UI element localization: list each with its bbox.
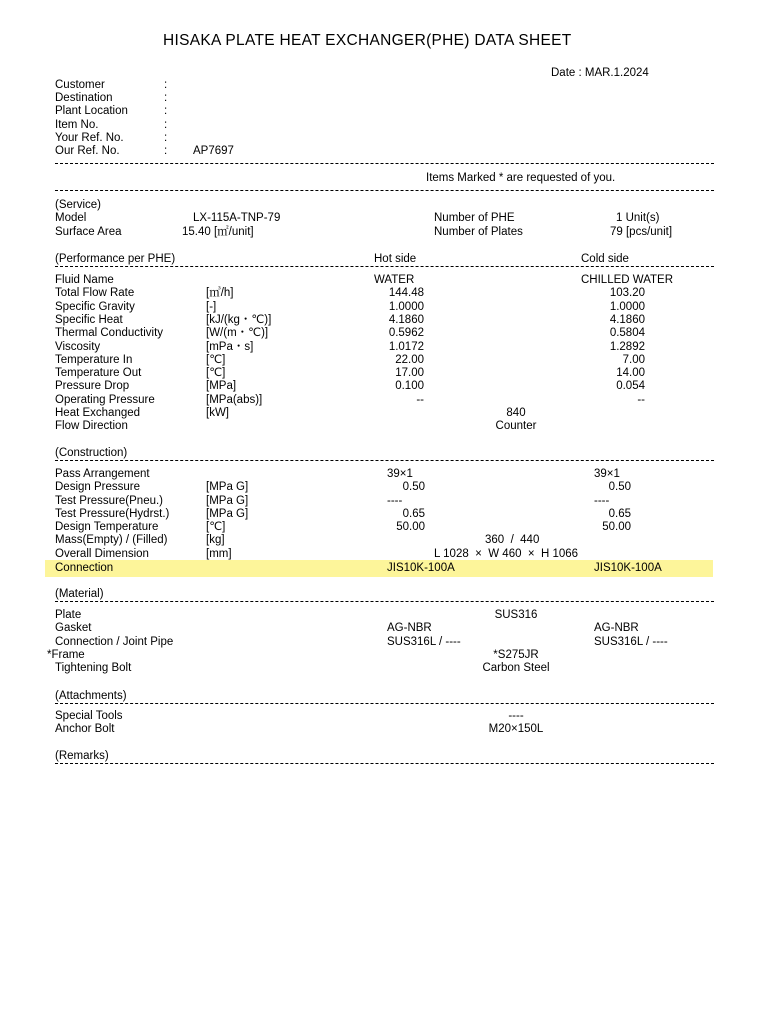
row-cold-value: 0.054: [616, 380, 645, 393]
model-label: Model: [55, 212, 87, 224]
row-cold-value: 4.1860: [609, 313, 645, 326]
requested-note: Items Marked * are requested of you.: [426, 172, 616, 184]
row-label: Operating Pressure: [55, 393, 155, 406]
row-hot-value: 0.5962: [388, 327, 424, 340]
overall-dimension-value: L 1028 × W 460 × H 1066: [434, 548, 579, 560]
colon: :: [164, 119, 168, 131]
plant-location-label: Plant Location: [55, 105, 128, 117]
plate-value: SUS316: [494, 609, 538, 621]
special-tools-label: Special Tools: [55, 710, 123, 722]
connection-joint-pipe-cold: SUS316L / ----: [594, 636, 668, 648]
colon: :: [164, 79, 168, 91]
row-unit: [kJ/(kg・℃)]: [206, 313, 272, 326]
num-plates-value: 79 [pcs/unit]: [610, 226, 673, 238]
row-label: Pass Arrangement: [55, 468, 150, 480]
connection-label: Connection: [55, 562, 114, 574]
row-unit: [MPa(abs)]: [206, 393, 263, 406]
row-cold-value: 1.0000: [609, 300, 645, 313]
divider: [55, 190, 714, 191]
page-title: HISAKA PLATE HEAT EXCHANGER(PHE) DATA SHEET: [163, 32, 572, 49]
frame-label: *Frame: [47, 649, 85, 661]
cold-side-header: Cold side: [581, 253, 629, 265]
document-date: Date : MAR.1.2024: [551, 67, 649, 79]
customer-label: Customer: [55, 79, 105, 91]
row-unit: [MPa G]: [206, 507, 249, 520]
row-cold-value: CHILLED WATER: [581, 274, 674, 286]
divider: [55, 703, 714, 704]
row-hot-value: 17.00: [395, 367, 424, 380]
row-cold-value: 0.50: [608, 481, 631, 494]
num-phe-value: 1 Unit(s): [616, 212, 660, 224]
row-label: Temperature In: [55, 353, 133, 366]
connection-cold-value: JIS10K-100A: [594, 562, 662, 574]
tightening-bolt-value: Carbon Steel: [482, 662, 550, 674]
row-label: Specific Heat: [55, 313, 123, 326]
row-cold-value: 50.00: [602, 521, 631, 534]
overall-dimension-label: Overall Dimension: [55, 548, 149, 560]
row-unit: [㎥/h]: [206, 287, 234, 300]
surface-area-label: Surface Area: [55, 226, 122, 238]
model-value: LX-115A-TNP-79: [193, 212, 281, 224]
anchor-bolt-value: M20×150L: [488, 723, 544, 735]
row-unit: [W/(m・℃)]: [206, 327, 269, 340]
row-unit: [℃]: [206, 367, 226, 380]
section-heading-attachments: (Attachments): [55, 690, 127, 702]
anchor-bolt-label: Anchor Bolt: [55, 723, 115, 735]
row-label: Pressure Drop: [55, 380, 130, 393]
heat-exchanged-unit: [kW]: [206, 407, 229, 419]
row-unit: [mPa・s]: [206, 340, 254, 353]
row-cold-value: --: [637, 393, 645, 406]
mass-unit: [kg]: [206, 534, 225, 546]
colon: :: [164, 105, 168, 117]
mass-value: 360 / 440: [485, 534, 540, 546]
connection-hot-value: JIS10K-100A: [387, 562, 455, 574]
divider: [55, 763, 714, 764]
connection-joint-pipe-hot: SUS316L / ----: [387, 636, 461, 648]
tightening-bolt-label: Tightening Bolt: [55, 662, 132, 674]
divider: [55, 601, 714, 602]
row-label: Temperature Out: [55, 367, 142, 380]
row-unit: [MPa G]: [206, 494, 249, 507]
num-phe-label: Number of PHE: [434, 212, 515, 224]
row-hot-value: 0.65: [402, 507, 425, 520]
surface-area-value: 15.40 [㎡/unit]: [182, 226, 254, 238]
row-cold-value: ----: [594, 494, 610, 507]
row-label: Design Pressure: [55, 481, 141, 494]
row-hot-value: 22.00: [395, 353, 424, 366]
row-hot-value: WATER: [374, 274, 415, 286]
row-unit: [℃]: [206, 521, 226, 534]
row-cold-value: 0.5804: [609, 327, 645, 340]
row-cold-value: 7.00: [622, 353, 645, 366]
row-cold-value: 0.65: [608, 507, 631, 520]
our-ref-label: Our Ref. No.: [55, 145, 120, 157]
row-label: Viscosity: [55, 340, 101, 353]
row-label: Fluid Name: [55, 274, 114, 286]
row-label: Test Pressure(Pneu.): [55, 494, 164, 507]
row-cold-value: 39×1: [594, 468, 620, 480]
row-hot-value: 0.50: [402, 481, 425, 494]
section-heading-construction: (Construction): [55, 447, 128, 459]
row-unit: [MPa]: [206, 380, 237, 393]
divider: [55, 163, 714, 164]
special-tools-value: ----: [508, 710, 524, 722]
our-ref-value: AP7697: [193, 145, 234, 157]
num-plates-label: Number of Plates: [434, 226, 523, 238]
row-hot-value: 0.100: [395, 380, 424, 393]
row-hot-value: 1.0172: [388, 340, 424, 353]
colon: :: [164, 92, 168, 104]
row-label: Total Flow Rate: [55, 287, 135, 300]
row-hot-value: 4.1860: [388, 313, 424, 326]
row-label: Specific Gravity: [55, 300, 135, 313]
hot-side-header: Hot side: [374, 253, 417, 265]
colon: :: [164, 145, 168, 157]
row-cold-value: 1.2892: [609, 340, 645, 353]
divider: [55, 460, 714, 461]
row-hot-value: ----: [387, 494, 403, 507]
flow-direction-value: Counter: [495, 420, 537, 432]
colon: :: [164, 132, 168, 144]
heat-exchanged-label: Heat Exchanged: [55, 407, 141, 419]
row-unit: [MPa G]: [206, 481, 249, 494]
row-label: Test Pressure(Hydrst.): [55, 507, 170, 520]
section-heading-material: (Material): [55, 588, 104, 600]
heat-exchanged-value: 840: [506, 407, 526, 419]
row-cold-value: 14.00: [616, 367, 645, 380]
overall-dimension-unit: [mm]: [206, 548, 232, 560]
gasket-label: Gasket: [55, 622, 92, 634]
gasket-cold-value: AG-NBR: [594, 622, 639, 634]
destination-label: Destination: [55, 92, 113, 104]
row-hot-value: 1.0000: [388, 300, 424, 313]
section-heading-performance: (Performance per PHE): [55, 253, 176, 265]
connection-joint-pipe-label: Connection / Joint Pipe: [55, 636, 174, 648]
divider: [55, 266, 714, 267]
gasket-hot-value: AG-NBR: [387, 622, 432, 634]
row-unit: [℃]: [206, 353, 226, 366]
row-label: Thermal Conductivity: [55, 327, 164, 340]
row-hot-value: --: [416, 393, 424, 406]
section-heading-remarks: (Remarks): [55, 750, 109, 762]
flow-direction-label: Flow Direction: [55, 420, 128, 432]
mass-label: Mass(Empty) / (Filled): [55, 534, 168, 546]
section-heading-service: (Service): [55, 199, 102, 211]
plate-label: Plate: [55, 609, 82, 621]
row-cold-value: 103.20: [609, 287, 645, 300]
frame-value: *S275JR: [493, 649, 539, 661]
your-ref-label: Your Ref. No.: [55, 132, 124, 144]
row-hot-value: 39×1: [387, 468, 413, 480]
row-label: Design Temperature: [55, 521, 159, 534]
row-hot-value: 50.00: [396, 521, 425, 534]
row-unit: [-]: [206, 300, 217, 313]
item-no-label: Item No.: [55, 119, 99, 131]
row-hot-value: 144.48: [388, 287, 424, 300]
